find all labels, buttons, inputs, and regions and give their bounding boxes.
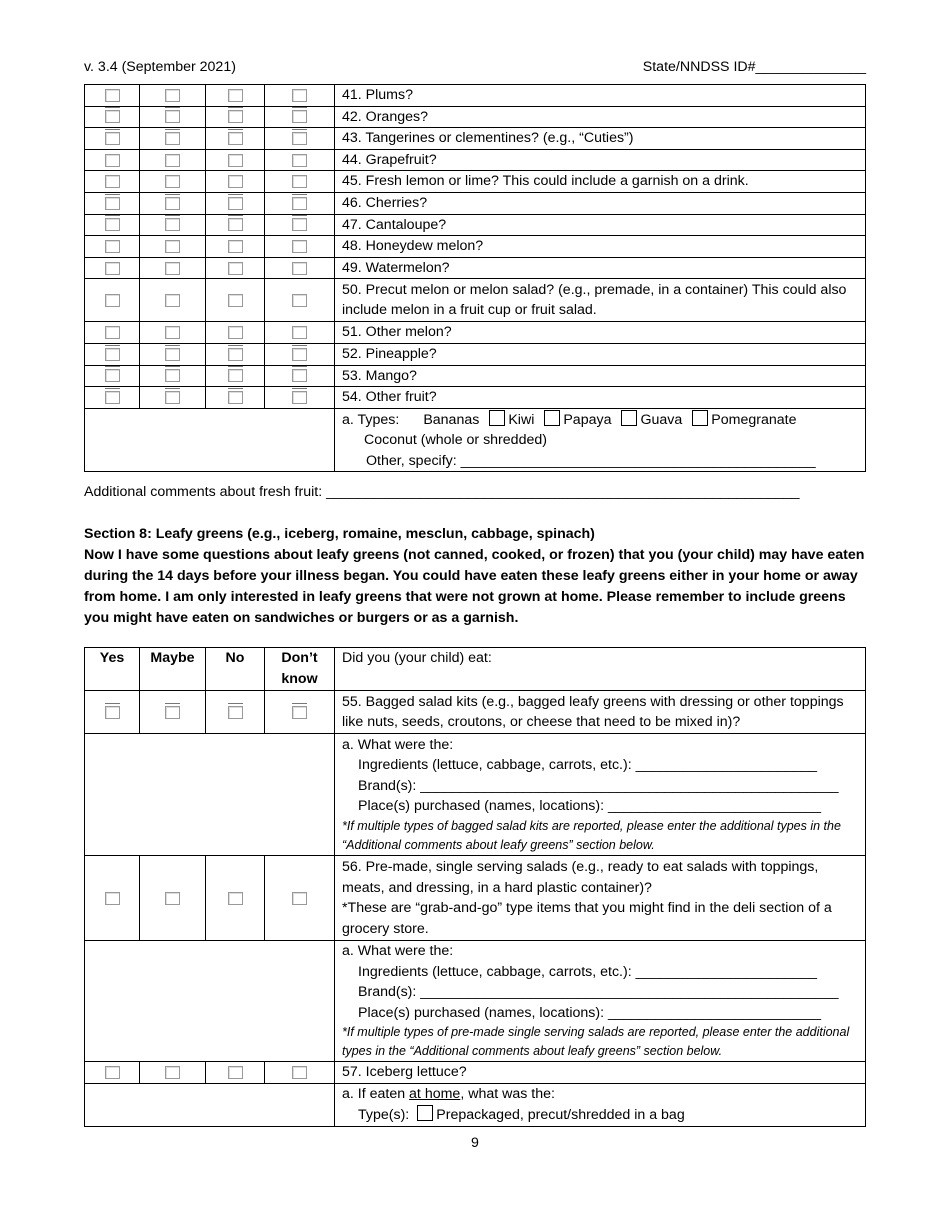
followup-note: *If multiple types of pre-made single serving salads are reported, please enter the additional types in the “Additional comments about leafy greens” section below.: [342, 1025, 850, 1058]
page-number: 9: [471, 1135, 479, 1151]
question-text: 45. Fresh lemon or lime? This could include a garnish on a drink.: [335, 171, 866, 193]
dont-know-checkbox[interactable]: [292, 154, 307, 167]
fruit-question-row: [85, 192, 866, 214]
fruit-question-row: [85, 149, 866, 171]
yes-checkbox[interactable]: [105, 326, 120, 339]
dont-know-checkbox[interactable]: [292, 132, 307, 145]
question-text: 48. Honeydew melon?: [335, 236, 866, 258]
fruit-table: [84, 84, 866, 472]
dont-know-checkbox[interactable]: [292, 391, 307, 404]
header-no: No: [206, 648, 265, 691]
no-checkbox[interactable]: [228, 348, 243, 361]
dont-know-checkbox[interactable]: [292, 110, 307, 123]
dont-know-checkbox[interactable]: [292, 1066, 307, 1079]
brand-field[interactable]: Brand(s): _____________________________________________________: [358, 984, 839, 1000]
dont-know-checkbox[interactable]: [292, 706, 307, 719]
option-prepackaged: Prepackaged, precut/shredded in a bag: [436, 1106, 685, 1123]
question-text: 55. Bagged salad kits (e.g., bagged leafy greens with dressing or other toppings like nuts, seeds, croutons, or cheese that need to be mixed in)?: [335, 691, 866, 734]
fruit-question-row: [85, 236, 866, 258]
header-maybe: Maybe: [140, 648, 206, 691]
no-checkbox[interactable]: [228, 369, 243, 382]
dont-know-checkbox[interactable]: [292, 892, 307, 905]
question-text: 51. Other melon?: [335, 322, 866, 344]
other-specify-field[interactable]: Other, specify: _____________________________________________: [366, 452, 816, 469]
brand-field[interactable]: Brand(s): _____________________________________________________: [358, 777, 839, 794]
no-checkbox[interactable]: [228, 892, 243, 905]
fruit-types-row: [85, 408, 866, 472]
question-subtext: *These are “grab-and-go” type items that you might find in the deli section of a grocery store.: [342, 900, 832, 937]
maybe-checkbox[interactable]: [165, 110, 180, 123]
version-label: v. 3.4 (September 2021): [84, 59, 236, 75]
maybe-checkbox[interactable]: [165, 892, 180, 905]
option-papaya: Papaya: [563, 411, 612, 428]
followup-row-57a: [85, 1083, 866, 1126]
question-text: 49. Watermelon?: [335, 257, 866, 279]
yes-checkbox[interactable]: [105, 175, 120, 188]
section-8-intro: Now I have some questions about leafy greens (not canned, cooked, or frozen) that you (your child) may have eaten during the 14 days before your illness began. You could have eaten these leafy greens either in your home or away from home. I am only interested in leafy greens that were not grown at home. Please remember to include greens you might have eaten on sandwiches or burgers or as a garnish.: [84, 547, 865, 626]
yes-checkbox[interactable]: [105, 369, 120, 382]
yes-checkbox[interactable]: [105, 110, 120, 123]
yes-checkbox[interactable]: [105, 1066, 120, 1079]
kiwi-checkbox[interactable]: [489, 410, 505, 426]
fruit-question-row: [85, 343, 866, 365]
question-text: 56. Pre-made, single serving salads (e.g., ready to eat salads with toppings, meats, and dressing, in a hard plastic container)?: [342, 859, 819, 896]
no-checkbox[interactable]: [228, 294, 243, 307]
option-coconut[interactable]: Coconut (whole or shredded): [364, 432, 547, 449]
maybe-checkbox[interactable]: [165, 391, 180, 404]
ingredients-field[interactable]: Ingredients (lettuce, cabbage, carrots, etc.): _______________________: [358, 757, 818, 773]
ingredients-field[interactable]: Ingredients (lettuce, cabbage, carrots, etc.): _______________________: [358, 963, 818, 980]
maybe-checkbox[interactable]: [165, 132, 180, 145]
no-checkbox[interactable]: [228, 1066, 243, 1079]
place-purchased-field[interactable]: Place(s) purchased (names, locations): ___________________________: [358, 1004, 822, 1021]
dont-know-checkbox[interactable]: [292, 89, 307, 102]
fruit-question-row: [85, 257, 866, 279]
fruit-question-row: [85, 387, 866, 409]
no-checkbox[interactable]: [228, 110, 243, 123]
fruit-question-row: [85, 279, 866, 322]
question-text: 42. Oranges?: [335, 106, 866, 128]
followup-row-56a: [85, 941, 866, 1062]
question-text: 52. Pineapple?: [335, 343, 866, 365]
question-text: 53. Mango?: [335, 365, 866, 387]
dont-know-checkbox[interactable]: [292, 369, 307, 382]
question-row-56: [85, 856, 866, 941]
maybe-checkbox[interactable]: [165, 1066, 180, 1079]
no-checkbox[interactable]: [228, 89, 243, 102]
maybe-checkbox[interactable]: [165, 175, 180, 188]
no-checkbox[interactable]: [228, 326, 243, 339]
fruit-comments-field[interactable]: Additional comments about fresh fruit: ____________________________________________________________: [84, 484, 800, 500]
types-label: a. Types:: [342, 411, 400, 428]
yes-checkbox[interactable]: [105, 262, 120, 275]
no-checkbox[interactable]: [228, 132, 243, 145]
maybe-checkbox[interactable]: [165, 218, 180, 231]
option-kiwi: Kiwi: [508, 411, 535, 428]
option-pomegranate: Pomegranate: [711, 411, 797, 428]
maybe-checkbox[interactable]: [165, 294, 180, 307]
leafy-greens-table: [84, 647, 866, 1127]
state-id-field[interactable]: State/NNDSS ID#______________: [642, 59, 866, 75]
dont-know-checkbox[interactable]: [292, 197, 307, 210]
yes-checkbox[interactable]: [105, 391, 120, 404]
table-header-row: [85, 648, 866, 691]
fruit-question-row: [85, 214, 866, 236]
followup-row-55a: [85, 734, 866, 856]
question-text: 41. Plums?: [335, 85, 866, 107]
no-checkbox[interactable]: [228, 262, 243, 275]
dont-know-checkbox[interactable]: [292, 218, 307, 231]
question-text: 44. Grapefruit?: [335, 149, 866, 171]
dont-know-checkbox[interactable]: [292, 262, 307, 275]
yes-checkbox[interactable]: [105, 294, 120, 307]
prepackaged-checkbox[interactable]: [417, 1105, 433, 1121]
fruit-question-row: [85, 322, 866, 344]
question-row-55: [85, 691, 866, 734]
types-label: Type(s):: [358, 1106, 410, 1123]
maybe-checkbox[interactable]: [165, 348, 180, 361]
question-text: 43. Tangerines or clementines? (e.g., “Cuties”): [335, 128, 866, 150]
yes-checkbox[interactable]: [105, 197, 120, 210]
dont-know-checkbox[interactable]: [292, 326, 307, 339]
yes-checkbox[interactable]: [105, 218, 120, 231]
header-yes: Yes: [85, 648, 140, 691]
question-row-57: [85, 1062, 866, 1084]
maybe-checkbox[interactable]: [165, 89, 180, 102]
fruit-question-row: [85, 85, 866, 107]
option-guava: Guava: [640, 411, 683, 428]
fruit-question-row: [85, 128, 866, 150]
maybe-checkbox[interactable]: [165, 326, 180, 339]
header-dont-know: Don’t know: [265, 648, 335, 691]
fruit-question-row: [85, 106, 866, 128]
dont-know-checkbox[interactable]: [292, 240, 307, 253]
fruit-question-row: [85, 365, 866, 387]
no-checkbox[interactable]: [228, 197, 243, 210]
question-text: 50. Precut melon or melon salad? (e.g., premade, in a container) This could also include melon in a fruit cup or fruit salad.: [335, 279, 866, 322]
yes-checkbox[interactable]: [105, 240, 120, 253]
followup-lead: a. What were the:: [342, 736, 454, 753]
yes-checkbox[interactable]: [105, 892, 120, 905]
question-text: 47. Cantaloupe?: [335, 214, 866, 236]
yes-checkbox[interactable]: [105, 89, 120, 102]
maybe-checkbox[interactable]: [165, 154, 180, 167]
yes-checkbox[interactable]: [105, 348, 120, 361]
fruit-question-row: [85, 171, 866, 193]
maybe-checkbox[interactable]: [165, 197, 180, 210]
no-checkbox[interactable]: [228, 175, 243, 188]
header-question: Did you (your child) eat:: [335, 648, 866, 691]
maybe-checkbox[interactable]: [165, 369, 180, 382]
no-checkbox[interactable]: [228, 218, 243, 231]
dont-know-checkbox[interactable]: [292, 294, 307, 307]
pomegranate-checkbox[interactable]: [692, 410, 708, 426]
yes-checkbox[interactable]: [105, 132, 120, 145]
question-text: 57. Iceberg lettuce?: [335, 1062, 866, 1084]
maybe-checkbox[interactable]: [165, 262, 180, 275]
guava-checkbox[interactable]: [621, 410, 637, 426]
no-checkbox[interactable]: [228, 706, 243, 719]
no-checkbox[interactable]: [228, 391, 243, 404]
place-purchased-field[interactable]: Place(s) purchased (names, locations): ___________________________: [358, 798, 822, 814]
dont-know-checkbox[interactable]: [292, 175, 307, 188]
maybe-checkbox[interactable]: [165, 706, 180, 719]
yes-checkbox[interactable]: [105, 154, 120, 167]
option-bananas[interactable]: Bananas: [423, 411, 480, 428]
maybe-checkbox[interactable]: [165, 240, 180, 253]
yes-checkbox[interactable]: [105, 706, 120, 719]
dont-know-checkbox[interactable]: [292, 348, 307, 361]
question-text: 46. Cherries?: [335, 192, 866, 214]
no-checkbox[interactable]: [228, 154, 243, 167]
papaya-checkbox[interactable]: [544, 410, 560, 426]
question-text: 54. Other fruit?: [335, 387, 866, 409]
followup-lead: a. What were the:: [342, 943, 454, 959]
no-checkbox[interactable]: [228, 240, 243, 253]
followup-note: *If multiple types of bagged salad kits are reported, please enter the additional types in the “Additional comments about leafy greens” section below.: [342, 818, 841, 852]
followup-lead: a. If eaten at home, what was the:: [342, 1086, 555, 1102]
section-8-title: Section 8: Leafy greens (e.g., iceberg, romaine, mesclun, cabbage, spinach): [84, 526, 595, 542]
